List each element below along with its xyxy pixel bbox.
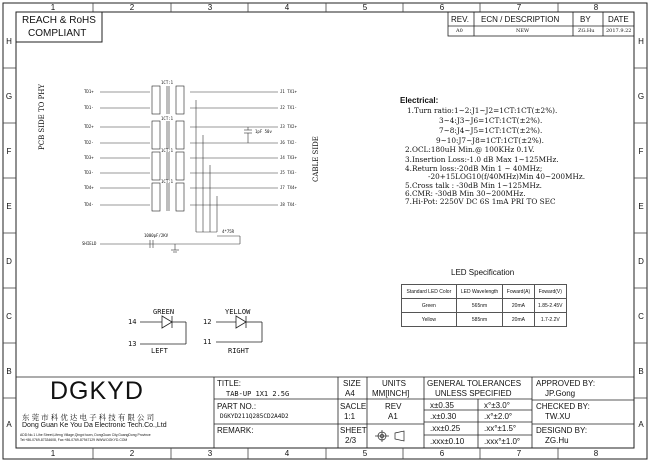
grid-row-c-right: C — [638, 312, 644, 321]
pin-td2p: TD2+ — [84, 124, 94, 129]
electrical-line-8: -20+15LOG10(f/40MHz)Min 40~200MHz. — [428, 172, 586, 181]
projection-symbol-icon — [375, 430, 404, 442]
led-left-pin-a: 14 — [128, 318, 137, 326]
approved-label: APPROVED BY: — [536, 379, 596, 388]
electrical-line-11: 7.Hi-Pot: 2250V DC 6S 1mA PRI TO SEC — [405, 197, 556, 206]
electrical-line-1: 1.Turn ratio:1~2:J1~J2=1CT:1CT(±2%). — [407, 106, 558, 115]
grid-row-b: B — [6, 367, 12, 376]
led-left-side: LEFT — [151, 347, 168, 355]
approved-value: JP.Gong — [545, 389, 576, 398]
grid-row-a-right: A — [638, 420, 644, 429]
grid-row-g: G — [5, 92, 13, 101]
table-row — [402, 299, 567, 313]
led-left-color: GREEN — [153, 308, 175, 316]
date-value: 2017.9.22 — [606, 28, 632, 34]
pin-td3n: TD3- — [84, 170, 94, 175]
table-header-cell: LED Wavelength — [456, 285, 503, 299]
grid-col-7: 7 — [516, 3, 522, 12]
transformer-label-2: 1CT:1 — [161, 116, 174, 121]
grid-col-1-bottom: 1 — [50, 449, 56, 458]
grid-col-8-bottom: 8 — [593, 449, 599, 458]
remark-label: REMARK: — [217, 426, 254, 435]
company-logo: DGKYD — [50, 377, 144, 405]
pin-j4: J4 TX3+ — [280, 155, 297, 160]
transformer-label-3: 1CT:1 — [161, 148, 174, 153]
pin-j7: J7 TX4+ — [280, 185, 297, 190]
by-value: ZG.Hu — [578, 28, 595, 34]
cable-side-label: CABLE SIDE — [312, 136, 320, 182]
size-value: A4 — [345, 389, 355, 398]
tolerance-title-2: UNLESS SPECIFIED — [435, 389, 512, 398]
led-left-pin-k: 13 — [128, 340, 137, 348]
grid-row-h: H — [6, 37, 12, 46]
compliance-line-2: COMPLIANT — [28, 28, 87, 39]
grid-col-3-bottom: 3 — [207, 449, 213, 458]
tol-angle-4: .xxx°±1.0° — [484, 437, 521, 446]
designed-label: DESIGND BY: — [536, 426, 588, 435]
schematic-wiring — [100, 86, 278, 252]
size-label: SIZE — [343, 379, 361, 388]
table-cell: 565nm — [456, 299, 503, 313]
units-label: UNITS — [382, 379, 406, 388]
pin-j5: J5 TX3- — [280, 170, 297, 175]
electrical-line-5: 2.OCL:180uH Min.@ 100KHz 0.1V. — [405, 145, 535, 154]
grid-row-h-right: H — [638, 37, 644, 46]
grid-col-5: 5 — [362, 3, 368, 12]
grid-row-f: F — [6, 147, 12, 156]
grid-row-g-right: G — [637, 92, 645, 101]
grid-col-6-bottom: 6 — [439, 449, 445, 458]
pin-td4n: TD4- — [84, 202, 94, 207]
transformer-label-1: 1CT:1 — [161, 80, 174, 85]
table-cell: 585nm — [456, 313, 503, 327]
led-right-side: RIGHT — [228, 347, 250, 355]
led-spec-title: LED Specification — [451, 268, 515, 277]
led-right-pin-a: 12 — [203, 318, 212, 326]
date-header: DATE — [608, 15, 629, 24]
electrical-line-6: 3.Insertion Loss:-1.0 dB Max 1~125MHz. — [405, 155, 559, 164]
checked-value: TW.XU — [545, 412, 571, 421]
tol-linear-3: .xx±0.25 — [430, 424, 461, 433]
rev-label: REV — [385, 402, 402, 411]
led-right-color: YELLOW — [225, 308, 251, 316]
table-cell: 1.7-2.2V — [534, 313, 566, 327]
grid-row-c: C — [6, 312, 12, 321]
grid-col-7-bottom: 7 — [516, 449, 522, 458]
grid-row-f-right: F — [638, 147, 644, 156]
table-cell: Yellow — [402, 313, 457, 327]
tol-linear-2: .x±0.30 — [430, 412, 457, 421]
electrical-line-10: 6.CMR: -30dB Min 30~200MHz. — [405, 189, 526, 198]
title-label: TITLE: — [217, 379, 242, 388]
grid-col-2-bottom: 2 — [129, 449, 135, 458]
compliance-line-1: REACH & RoHS — [22, 15, 96, 26]
electrical-line-3: 7~8:J4~J5=1CT:1CT(±2%). — [439, 126, 543, 135]
tol-linear-4: .xxx±0.10 — [430, 437, 465, 446]
rev-field-value: A1 — [388, 412, 398, 421]
resistor-label: 4*75R — [222, 229, 235, 234]
rev-value: A0 — [456, 28, 463, 34]
scale-label: SACLE — [340, 402, 367, 411]
pin-td1n: TD1- — [84, 105, 94, 110]
company-contact: Tel:+86-0769-87334608, Fax:+86-0769-87947129 WWW.DGKYD.COM — [20, 438, 128, 442]
electrical-line-2: 3~4:J3~J6=1CT:1CT(±2%). — [439, 116, 543, 125]
led-symbols — [140, 316, 262, 344]
ecn-value: NEW — [516, 28, 530, 34]
table-header-cell: Foward(V) — [534, 285, 566, 299]
shield-label: SHIELD — [82, 241, 97, 246]
by-header: BY — [580, 15, 591, 24]
grid-row-d-right: D — [638, 257, 644, 266]
electrical-line-7: 4.Return loss:-20dB Min 1 ~ 40MHz; — [405, 164, 543, 173]
grid-row-e: E — [6, 202, 12, 211]
ecn-header: ECN / DESCRIPTION — [481, 15, 560, 24]
tol-angle-3: .xx°±1.5° — [484, 424, 517, 433]
pin-j8: J8 TX4- — [280, 202, 297, 207]
pin-td1p: TD1+ — [84, 89, 94, 94]
led-spec-table — [401, 284, 567, 327]
sheet-label: SHEET — [340, 426, 367, 435]
pin-td2n: TD2- — [84, 140, 94, 145]
grid-col-3: 3 — [207, 3, 213, 12]
part-no-value: DGKYD211Q285CD2A4D2 — [220, 413, 289, 420]
table-cell: Green — [402, 299, 457, 313]
company-name-en: Dong Guan Ke You Da Electronic Tech.Co.,Ltd — [22, 422, 167, 429]
pin-j1: J1 TX1+ — [280, 89, 297, 94]
electrical-line-9: 5.Cross talk : -30dB Min 1~125MHz. — [405, 181, 542, 190]
tol-angle-1: x°±3.0° — [484, 401, 510, 410]
table-row — [402, 285, 567, 299]
table-row — [402, 313, 567, 327]
table-cell: 20mA — [503, 313, 534, 327]
tol-linear-1: x±0.35 — [430, 401, 454, 410]
company-address: ADD:No.1 Lihe Street,Lifeng Village,Qingxi town, DongGuan City,GuangDong Province — [20, 433, 151, 437]
grid-col-4: 4 — [284, 3, 290, 12]
grid-row-d: D — [6, 257, 12, 266]
company-name-cn: 东 莞 市 科 优 达 电 子 科 技 有 限 公 司 — [22, 413, 155, 422]
part-no-label: PART NO.: — [217, 402, 257, 411]
electrical-title: Electrical: — [400, 96, 439, 105]
pcb-side-label: PCB SIDE TO PHY — [38, 83, 46, 150]
grid-row-a: A — [6, 420, 12, 429]
electrical-line-4: 9~10:J7~J8=1CT:1CT(±2%). — [436, 136, 544, 145]
hv-cap-label: 1000pF/2KV — [144, 233, 169, 238]
grid-col-4-bottom: 4 — [284, 449, 290, 458]
led-right-pin-k: 11 — [203, 338, 212, 346]
tol-angle-2: .x°±2.0° — [484, 412, 513, 421]
transformer-label-4: 1CT:1 — [161, 179, 174, 184]
table-header-cell: Standard LED Color — [402, 285, 457, 299]
table-cell: 20mA — [503, 299, 534, 313]
tolerance-title-1: GENERAL TOLERANCES — [427, 379, 522, 388]
sheet-value: 2/3 — [345, 436, 357, 445]
pin-td4p: TD4+ — [84, 185, 94, 190]
table-header-cell: Foward(A) — [503, 285, 534, 299]
table-cell: 1.85-2.45V — [534, 299, 566, 313]
grid-col-1: 1 — [50, 3, 56, 12]
rev-header: REV. — [451, 15, 469, 24]
grid-col-2: 2 — [129, 3, 135, 12]
pin-td3p: TD3+ — [84, 155, 94, 160]
designed-value: ZG.Hu — [545, 436, 569, 445]
grid-row-b-right: B — [638, 367, 644, 376]
grid-col-6: 6 — [439, 3, 445, 12]
grid-col-5-bottom: 5 — [362, 449, 368, 458]
grid-col-8: 8 — [593, 3, 599, 12]
grid-row-e-right: E — [638, 202, 644, 211]
units-value: MM[INCH] — [372, 389, 410, 398]
pin-j3: J3 TX2+ — [280, 124, 297, 129]
pin-j6: J6 TX2- — [280, 140, 297, 145]
title-value: TAB-UP 1X1 2.5G — [226, 390, 290, 398]
cap-label: 1pF 50v — [255, 129, 272, 134]
checked-label: CHECKED BY: — [536, 402, 590, 411]
pin-j2: J2 TX1- — [280, 105, 297, 110]
scale-value: 1:1 — [344, 412, 356, 421]
